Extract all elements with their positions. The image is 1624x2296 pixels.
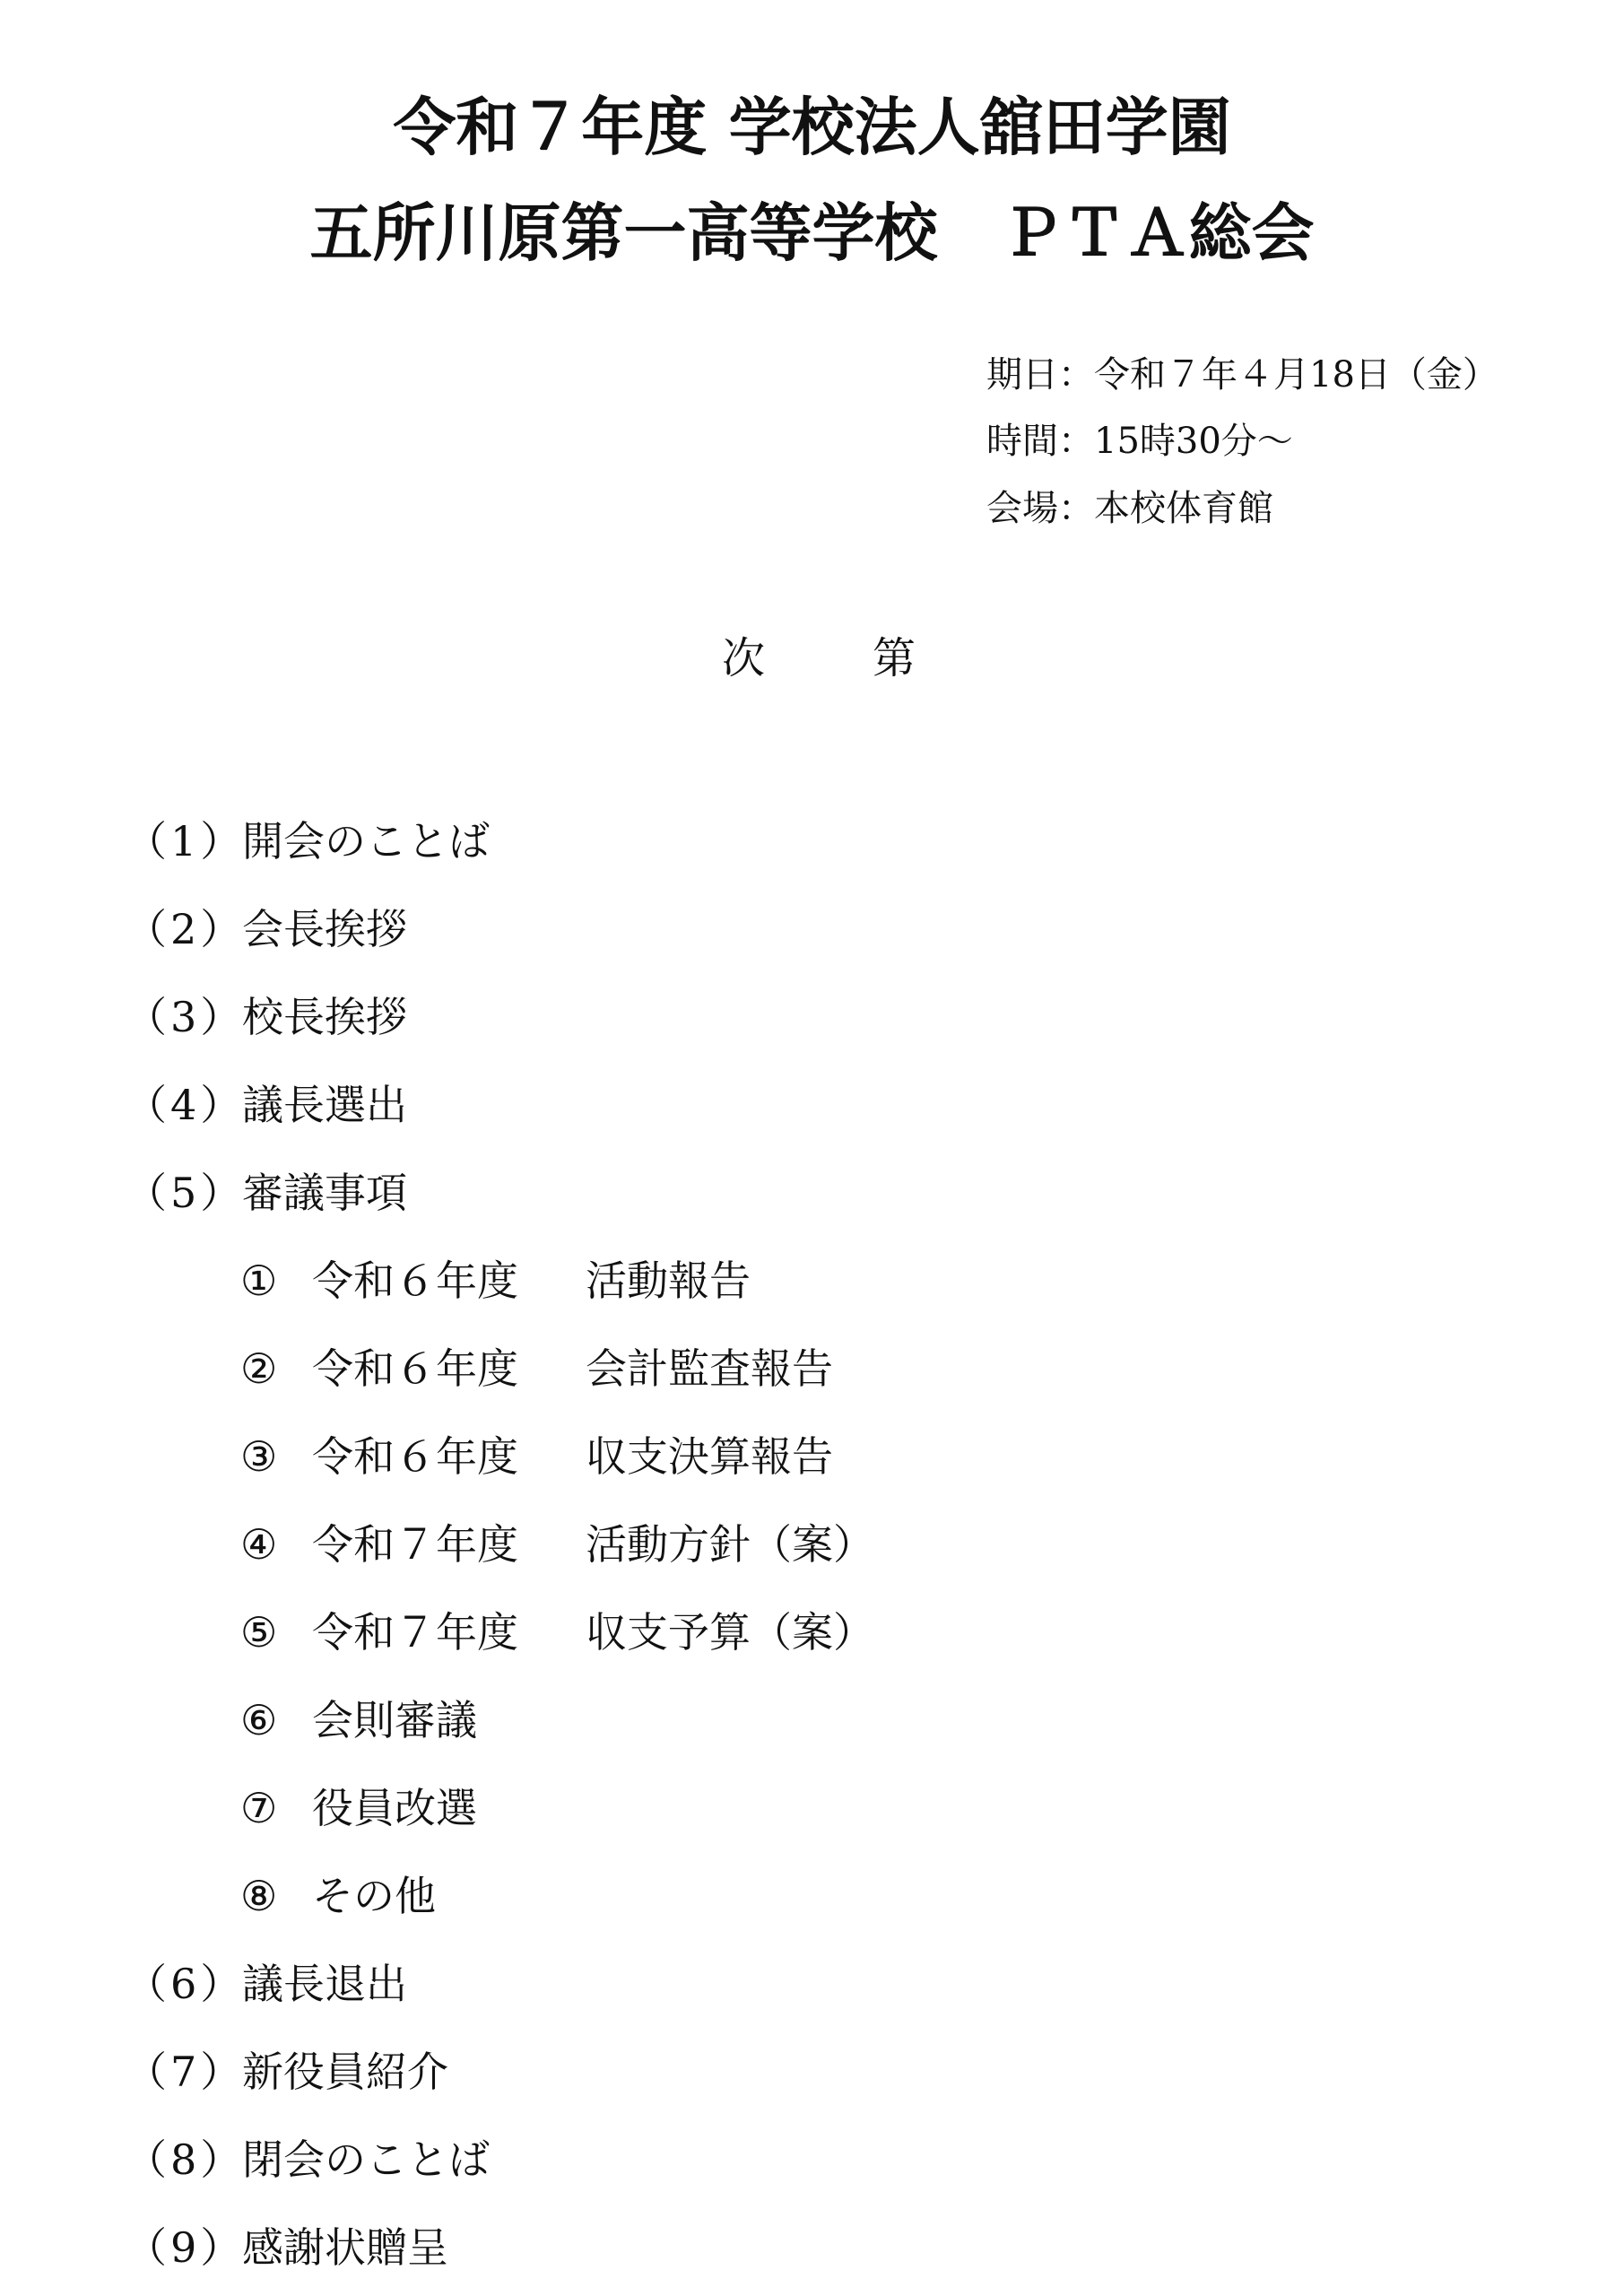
agenda-sub-item <box>240 1432 833 1481</box>
agenda-sub-item-year: 令和６年度 <box>312 1257 518 1305</box>
agenda-item-number: （5） <box>126 1169 246 1217</box>
document-title-line-2: 五所川原第一高等学校 ＰＴＡ総会 <box>309 196 1315 270</box>
agenda-item <box>126 1081 407 1129</box>
agenda-item-number: （3） <box>126 993 246 1041</box>
agenda-sub-item <box>240 1344 833 1393</box>
agenda-item-number: （2） <box>126 905 246 953</box>
meeting-venue: 会場：本校体育館 <box>986 488 1273 529</box>
agenda-item <box>126 1169 407 1217</box>
agenda-sub-item-year: 令和７年度 <box>312 1608 518 1657</box>
agenda-item <box>126 1960 407 2008</box>
meeting-time: 時間：15時30分～ <box>986 421 1293 462</box>
agenda-sub-item-label: 活動報告 <box>586 1257 751 1305</box>
agenda-item <box>126 2223 448 2272</box>
agenda-sub-item-label: 役員改選 <box>312 1784 477 1832</box>
agenda-sub-item-label: 会計監査報告 <box>586 1344 833 1393</box>
agenda-heading-char: 第 <box>873 633 916 683</box>
meeting-date: 期日：令和７年４月18日（金） <box>986 354 1498 396</box>
agenda-item-label: 議長退出 <box>242 1960 407 2008</box>
agenda-sub-item-number: ① <box>240 1257 278 1305</box>
agenda-sub-item-number: ④ <box>240 1520 278 1569</box>
agenda-sub-item-number: ⑥ <box>240 1696 278 1744</box>
agenda-sub-item <box>240 1696 477 1744</box>
agenda-item-label: 校長挨拶 <box>242 993 407 1041</box>
agenda-sub-item-number: ② <box>240 1344 278 1393</box>
agenda-sub-item-year: 令和６年度 <box>312 1344 518 1393</box>
agenda-sub-item-label: 会則審議 <box>312 1696 477 1744</box>
agenda-sub-item-label: 収支予算（案） <box>586 1608 874 1657</box>
agenda-item-label: 新役員紹介 <box>242 2048 448 2096</box>
agenda-sub-item-number: ⑤ <box>240 1608 278 1657</box>
agenda-sub-item-label: 収支決算報告 <box>586 1432 833 1481</box>
agenda-item-number: （9） <box>126 2223 246 2272</box>
agenda-item-number: （1） <box>126 817 246 865</box>
agenda-heading-char: 次 <box>722 633 766 683</box>
agenda-sub-item <box>240 1784 477 1832</box>
agenda-item-label: 開会のことば <box>242 817 490 865</box>
agenda-item <box>126 905 407 953</box>
agenda-sub-item <box>240 1608 874 1657</box>
agenda-sub-item <box>240 1520 874 1569</box>
agenda-sub-item-label: 活動方針（案） <box>586 1520 874 1569</box>
agenda-item-number: （4） <box>126 1081 246 1129</box>
document-title-line-1: 令和７年度 学校法人舘田学園 <box>393 90 1231 164</box>
agenda-item <box>126 2048 448 2096</box>
agenda-item-label: 議長選出 <box>242 1081 407 1129</box>
agenda-sub-item-number: ③ <box>240 1432 278 1481</box>
agenda-item <box>126 993 407 1041</box>
agenda-sub-item-label: その他 <box>312 1872 436 1920</box>
agenda-item-label: 閉会のことば <box>242 2135 490 2184</box>
agenda-item-label: 審議事項 <box>242 1169 407 1217</box>
agenda-heading <box>722 633 916 683</box>
agenda-item-number: （8） <box>126 2135 246 2184</box>
agenda-item-number: （7） <box>126 2048 246 2096</box>
agenda-item <box>126 817 490 865</box>
agenda-sub-item <box>240 1257 751 1305</box>
agenda-sub-item-year: 令和７年度 <box>312 1520 518 1569</box>
agenda-item-number: （6） <box>126 1960 246 2008</box>
agenda-sub-item-number: ⑦ <box>240 1784 278 1832</box>
agenda-sub-item-number: ⑧ <box>240 1872 278 1920</box>
agenda-item-label: 感謝状贈呈 <box>242 2223 448 2272</box>
agenda-sub-item <box>240 1872 436 1920</box>
agenda-item <box>126 2135 490 2184</box>
agenda-sub-item-year: 令和６年度 <box>312 1432 518 1481</box>
agenda-item-label: 会長挨拶 <box>242 905 407 953</box>
